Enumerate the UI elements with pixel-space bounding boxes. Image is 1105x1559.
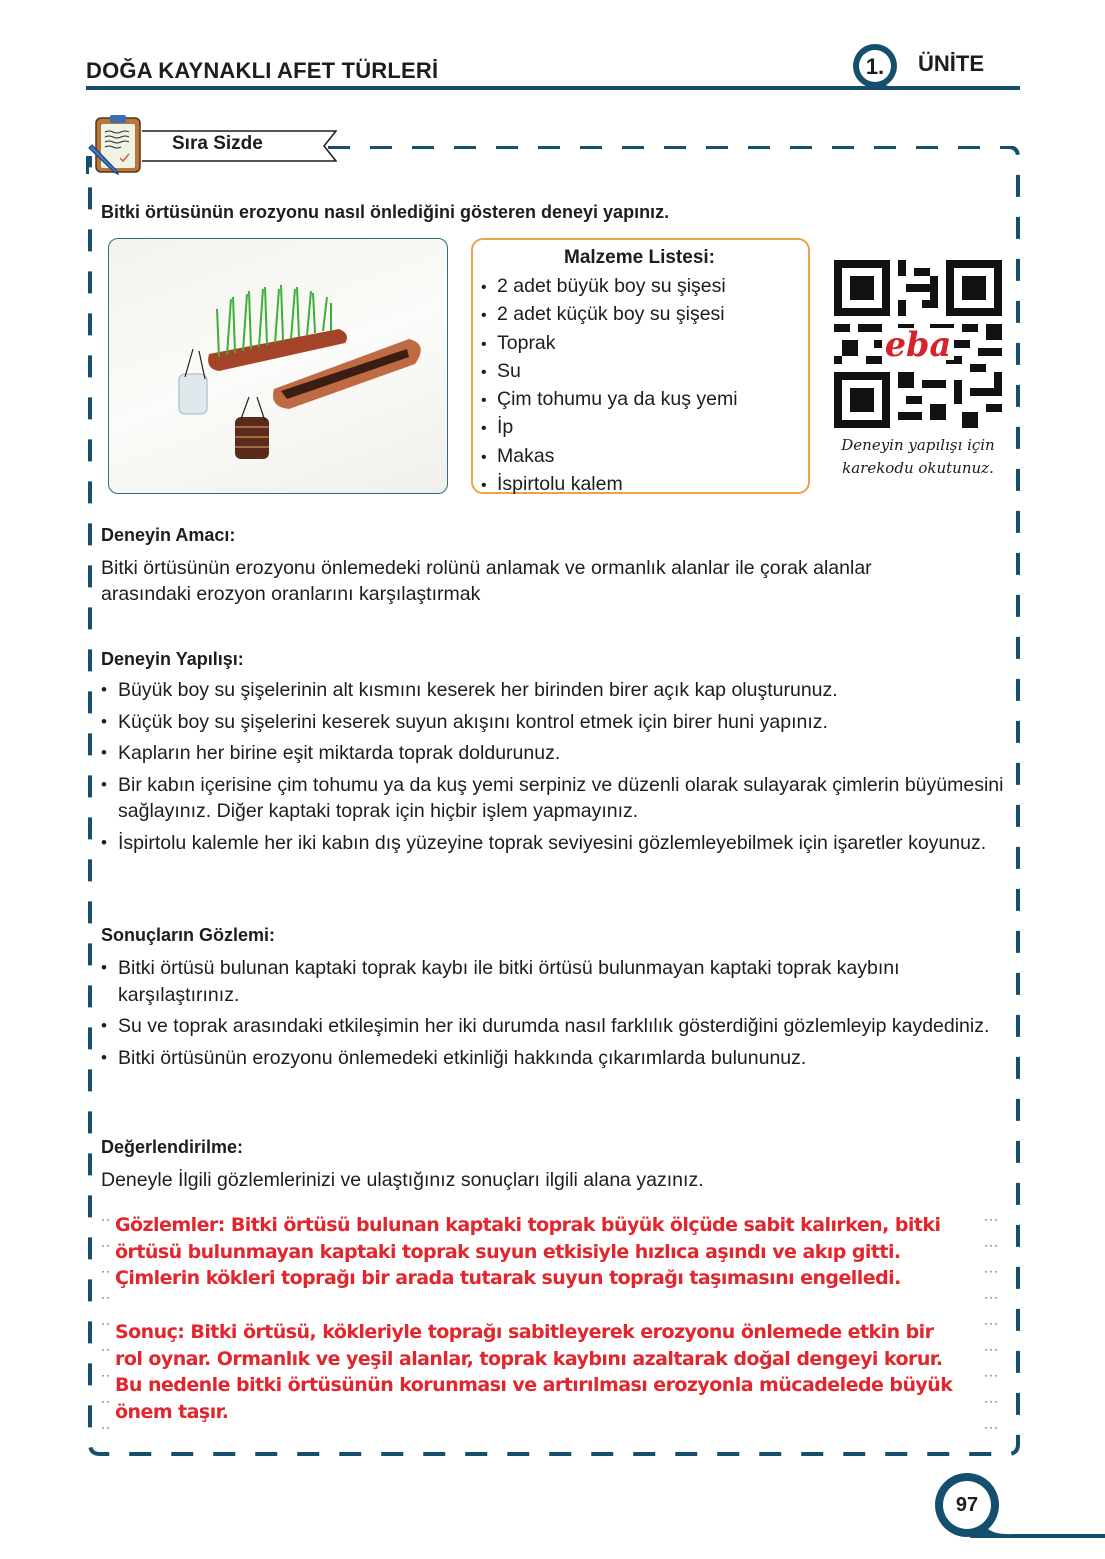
materials-item: • Çim tohumu ya da kuş yemi (481, 388, 738, 411)
materials-item: • 2 adet büyük boy su şişesi (481, 275, 726, 297)
qr-code[interactable] (834, 260, 1002, 428)
procedure-step: • İspirtolu kalemle her iki kabın dış yüzeyine toprak seviyesini gözlemleyebilmek için işaretler koyunuz. (101, 830, 1011, 857)
observation-item: • Su ve toprak arasındaki etkileşimin her iki durumda nasıl farklılık gösterdiğini gözlemleyip kaydediniz. (101, 1013, 1011, 1040)
procedure-step: • Büyük boy su şişelerinin alt kısmını keserek her birinden birer açık kap oluşturunuz. (101, 677, 1011, 704)
materials-item: • 2 adet küçük boy su şişesi (481, 303, 725, 326)
evaluation-prompt: Deneyle İlgili gözlemlerinizi ve ulaştığınız sonuçları ilgili alana yazınız. (101, 1169, 704, 1191)
purpose-title: Deneyin Amacı: (101, 525, 236, 545)
purpose-text: Bitki örtüsünün erozyonu önlemedeki rolünü anlamak ve ormanlık alanlar ile çorak alanlar arasındaki erozyon oranlarını karşılaştırmak (101, 557, 872, 605)
answer-result[interactable]: Sonuç: Bitki örtüsü, kökleriyle toprağı sabitleyerek erozyonu önlemede etkin bir rol oynar. Ormanlık ve yeşil alanlar, toprak kaybını azaltarak doğal dengeyi korur. Bu nedenle bitki örtüsünün korunması ve artırılması erozyonla mücadelede büyük önem taşır. (115, 1321, 953, 1423)
materials-list (481, 273, 798, 499)
clipboard-pencil-icon (86, 112, 146, 178)
experiment-illustration (109, 239, 448, 494)
materials-list-box (471, 238, 810, 494)
procedure-step: • Küçük boy su şişelerini keserek suyun akışını kontrol etmek için birer huni yapınız. (101, 709, 1011, 736)
answer-observations[interactable]: Gözlemler: Bitki örtüsü bulunan kaptaki toprak büyük ölçüde sabit kalırken, bitki örtüsü bulunmayan kaptaki toprak suyun etkisiyle hızlıca aşındı ve akıp gitti. Çimlerin kökleri toprağı bir arada tutarak suyun toprağı taşımasını engelledi. (115, 1214, 941, 1290)
observation-item: • Bitki örtüsünün erozyonu önlemedeki etkinliği hakkında çıkarımlarda bulununuz. (101, 1045, 1011, 1072)
materials-item: • İspirtolu kalem (481, 473, 623, 496)
activity-instruction: Bitki örtüsünün erozyonu nasıl önlediğini gösteren deneyi yapınız. (101, 202, 670, 222)
unit-label: ÜNİTE (918, 51, 984, 76)
answer-line-dots-right: ··· ··· ··· ··· ··· ··· ··· ··· ··· (984, 1212, 999, 1434)
materials-item: • Toprak (481, 331, 556, 354)
procedure-step: • Bir kabın içerisine çim tohumu ya da kuş yemi serpiniz ve düzenli olarak sulayarak çimlerin büyümesini sağlayınız. Diğer kaptaki toprak için hiçbir işlem yapmayınız. (101, 772, 1011, 825)
procedure-title: Deneyin Yapılışı: (101, 649, 244, 669)
eba-logo: eba (884, 324, 952, 364)
observation-item: • Bitki örtüsü bulunan kaptaki toprak kaybı ile bitki örtüsü bulunmayan kaptaki toprak kaybını karşılaştırınız. (101, 955, 1011, 1008)
materials-item: • İp (481, 416, 514, 439)
answer-line-dots-left: ·· ·· ·· ·· ·· ·· ·· ·· ·· (101, 1212, 111, 1434)
procedure-step: • Kapların her birine eşit miktarda toprak doldurunuz. (101, 740, 1011, 767)
materials-title: Malzeme Listesi: (564, 247, 715, 268)
materials-item: • Makas (481, 444, 555, 467)
materials-item: • Su (481, 359, 521, 382)
observation-title: Sonuçların Gözlemi: (101, 925, 276, 945)
qr-caption: Deneyin yapılışı için karekodu okutunuz. (841, 436, 995, 477)
observation-items (101, 955, 1011, 1071)
procedure-steps (101, 677, 1011, 856)
unit-number: 1. (865, 54, 885, 79)
evaluation-title: Değerlendirilme: (101, 1137, 244, 1157)
page-title: DOĞA KAYNAKLI AFET TÜRLERİ (86, 58, 439, 83)
sira-sizde-label: Sıra Sizde (172, 133, 263, 154)
page-number: 97 (955, 1494, 979, 1516)
experiment-photo (108, 238, 448, 494)
